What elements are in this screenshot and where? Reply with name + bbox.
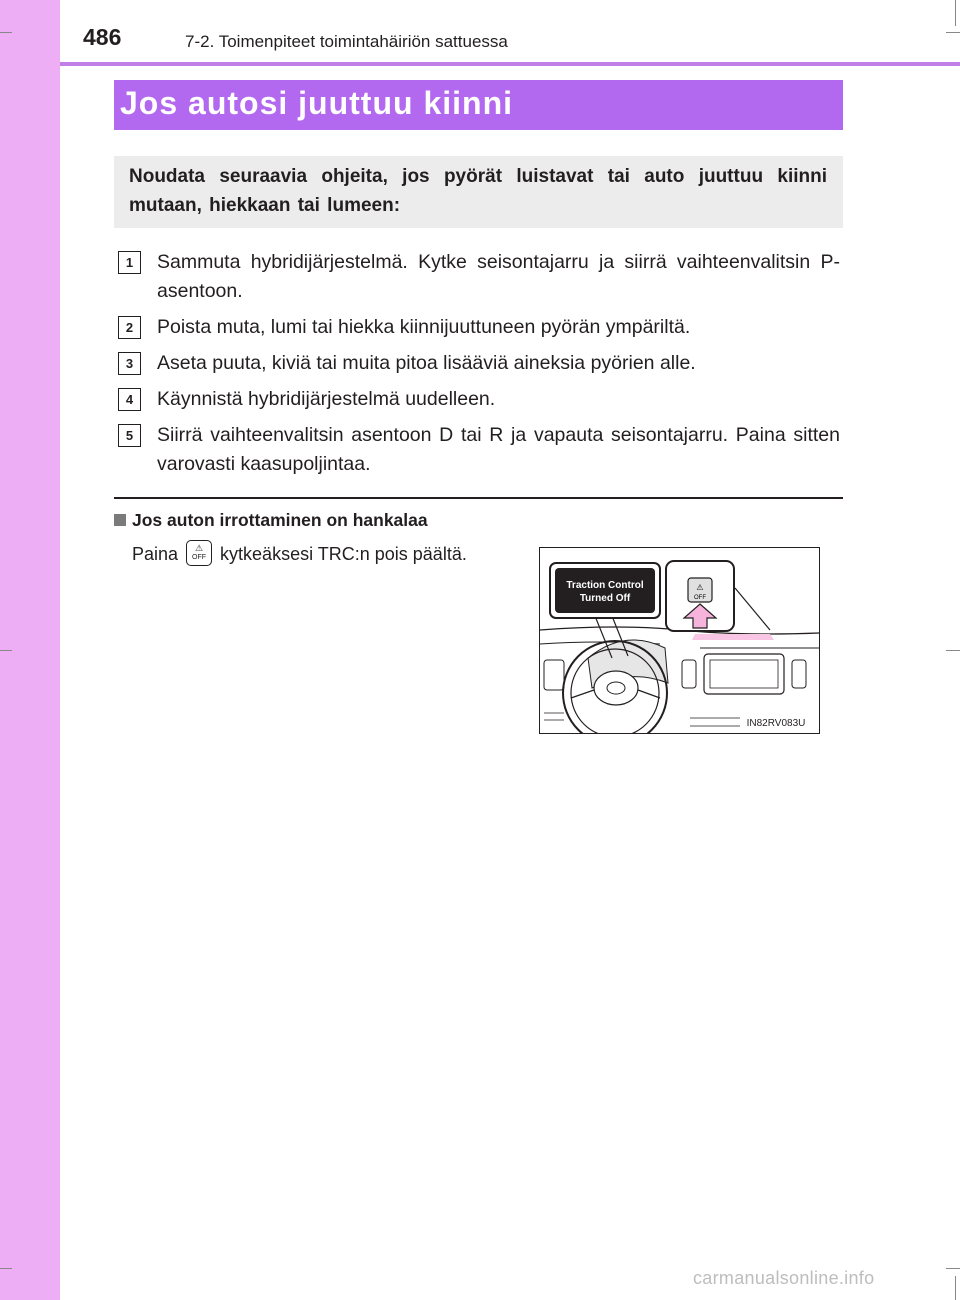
step-text: Käynnistä hybridijärjestelmä uudelleen.	[157, 388, 496, 410]
step-item	[118, 248, 840, 306]
center-screen-inner	[710, 660, 778, 688]
step-number: 5	[118, 424, 141, 447]
side-lines	[544, 713, 564, 720]
callout-line1: Traction Control	[566, 580, 644, 591]
air-vent	[544, 660, 564, 690]
subsection-heading	[114, 510, 428, 531]
crop-mark	[946, 650, 960, 651]
step-number: 4	[118, 388, 141, 411]
skid-car-glyph: ⚠	[696, 583, 704, 592]
step-text: Siirrä vaihteenvalitsin asentoon D tai R ja vapauta seisontajarru. Paina sitten varovasti kaasupoljintaa.	[157, 424, 840, 475]
air-vent	[792, 660, 806, 688]
intro-text: Noudata seuraavia ohjeita, jos pyörät luistavat tai auto juuttuu kiinni mutaan, hiekkaan tai lumeen:	[129, 166, 827, 216]
step-item	[118, 421, 840, 479]
crop-mark	[0, 32, 12, 33]
trc-instruction	[132, 542, 467, 568]
page-number: 486	[83, 24, 122, 50]
step-text: Sammuta hybridijärjestelmä. Kytke seisontajarru ja siirrä vaihteenvalitsin P-asentoon.	[157, 251, 840, 302]
crop-mark	[0, 1268, 12, 1269]
page-title: Jos autosi juuttuu kiinni	[120, 85, 513, 121]
title-band	[114, 80, 843, 130]
crop-mark	[946, 1268, 960, 1269]
crop-mark	[955, 0, 956, 26]
step-text: Poista muta, lumi tai hiekka kiinnijuuttuneen pyörän ympäriltä.	[157, 316, 691, 338]
subsection-heading-text: Jos auton irrottaminen on hankalaa	[132, 510, 428, 530]
watermark: carmanualsonline.info	[693, 1268, 875, 1288]
instruction-before: Paina	[132, 543, 179, 564]
steps-list	[118, 248, 840, 486]
step-item	[118, 385, 840, 414]
header-rule	[60, 62, 960, 66]
instruction-after: kytkeäksesi TRC:n pois päältä.	[220, 543, 467, 564]
air-vent	[682, 660, 696, 688]
crop-mark	[955, 1276, 956, 1300]
step-number: 1	[118, 251, 141, 274]
figure-button-label: OFF	[694, 595, 706, 601]
dashboard-illustration	[540, 548, 819, 733]
section-divider	[114, 497, 843, 499]
crop-mark	[946, 32, 960, 33]
callout-line2: Turned Off	[579, 593, 631, 604]
intro-box	[114, 156, 843, 228]
step-item	[118, 313, 840, 342]
highlight-strip	[692, 634, 774, 640]
step-number: 3	[118, 352, 141, 375]
trc-button-label: OFF	[192, 554, 207, 561]
dashboard-figure	[539, 547, 820, 734]
trc-off-button-icon: ⚠ OFF	[186, 540, 212, 566]
step-item	[118, 349, 840, 378]
steering-hub	[594, 671, 638, 705]
square-bullet-icon	[114, 514, 126, 526]
step-text: Aseta puuta, kiviä tai muita pitoa lisääviä aineksia pyörien alle.	[157, 352, 696, 374]
section-title: 7-2. Toimenpiteet toimintahäiriön sattuessa	[185, 32, 508, 51]
crop-mark	[0, 650, 12, 651]
step-number: 2	[118, 316, 141, 339]
figure-code: IN82RV083U	[746, 718, 806, 729]
